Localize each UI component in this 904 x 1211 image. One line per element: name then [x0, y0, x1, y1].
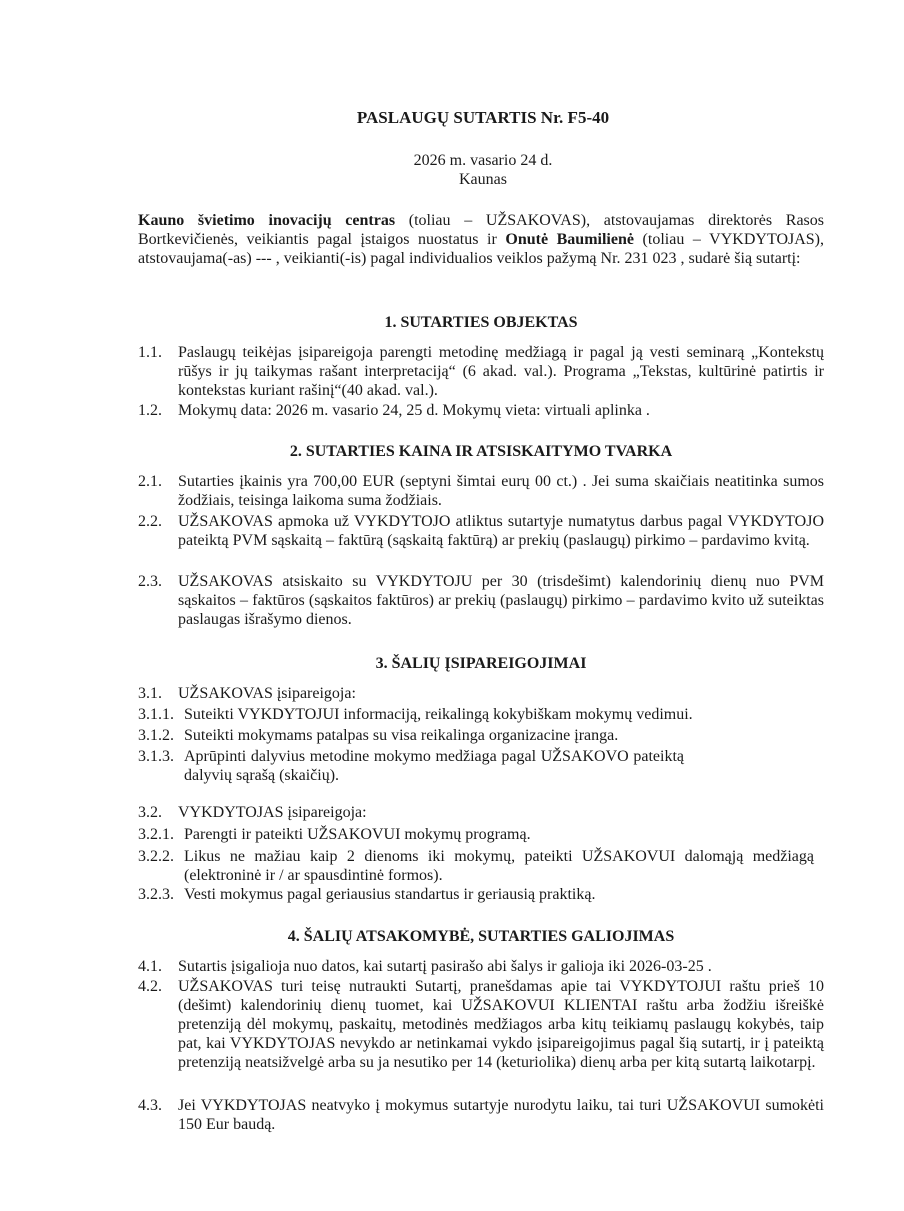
clause-4-3 [138, 1096, 824, 1134]
clause-number: 3.2.2. [138, 848, 174, 865]
clause-number: 2.1. [138, 473, 162, 490]
clause-text: Vesti mokymus pagal geriausius standartus ir geriausią praktiką. [184, 886, 596, 903]
clause-3-1-1 [138, 705, 824, 724]
clause-2-2 [138, 512, 824, 550]
clause-text: Paslaugų teikėjas įsipareigoja parengti metodinę medžiagą ir pagal ją vesti seminarą „Kontekstų rūšys ir jų taikymas rašant interpretaciją“ (6 akad. val.). Programa „Tekstas, kultūrinė patirtis ir kontekstas kuriant rašinį“(40 akad. val.). [178, 344, 824, 399]
clause-number: 1.2. [138, 402, 162, 419]
section-heading-2: 2. SUTARTIES KAINA IR ATSISKAITYMO TVARKA [289, 443, 673, 460]
clause-text: Likus ne mažiau kaip 2 dienoms iki mokymų, pateikti UŽSAKOVUI dalomąją medžiagą (elektroninė ir / ar spausdintinė formos). [184, 848, 814, 884]
clause-text: Suteikti mokymams patalpas su visa reikalinga organizacine įranga. [184, 727, 619, 744]
clause-text: Suteikti VYKDYTOJUI informaciją, reikalingą kokybiškam mokymų vedimui. [184, 706, 693, 723]
clause-1-1 [138, 343, 824, 400]
contract-title: PASLAUGŲ SUTARTIS Nr. F5-40 [356, 108, 610, 127]
clause-number: 4.3. [138, 1097, 162, 1114]
clause-number: 1.1. [138, 344, 162, 361]
clause-1-2 [138, 401, 824, 420]
clause-text: Parengti ir pateikti UŽSAKOVUI mokymų programą. [184, 826, 531, 843]
clause-3-1 [138, 684, 824, 703]
clause-2-1 [138, 472, 824, 510]
clause-text: UŽSAKOVAS apmoka už VYKDYTOJO atliktus sutartyje numatytus darbus pagal VYKDYTOJO pateiktą PVM sąskaitą – faktūrą (sąskaitą faktūrą) ar prekių (paslaugų) pirkimo – pardavimo kvitą. [178, 513, 824, 549]
clause-number: 2.2. [138, 513, 162, 530]
clause-number: 4.2. [138, 978, 162, 995]
clause-3-2-3 [138, 885, 824, 904]
clause-4-2 [138, 977, 824, 1072]
intro-paragraph [138, 211, 824, 268]
intro-part1: (toliau – UŽSAKOVAS), atstovaujamas direktorės Rasos Bortkevičienės, veikiantis pagal įstaigos nuostatus ir [138, 212, 824, 248]
clause-text: Jei VYKDYTOJAS neatvyko į mokymus sutartyje nurodytu laiku, tai turi UŽSAKOVUI sumokėti 150 Eur baudą. [178, 1097, 824, 1133]
clause-text: UŽSAKOVAS atsiskaito su VYKDYTOJU per 30 (trisdešimt) kalendorinių dienų nuo PVM sąskaitos – faktūros (sąskaitos faktūros) ar prekių (paslaugų) pirkimo – pardavimo kvito už suteiktas paslaugas išrašymo dienos. [178, 573, 824, 628]
clause-text: VYKDYTOJAS įsipareigoja: [178, 804, 367, 821]
clause-text: Sutartis įsigalioja nuo datos, kai sutartį pasirašo abi šalys ir galioja iki 2026-03-25 . [178, 958, 712, 975]
party1-name: Kauno švietimo inovacijų centras [138, 212, 396, 229]
clause-text: Aprūpinti dalyvius metodine mokymo medžiaga pagal UŽSAKOVO pateiktą dalyvių sąrašą (skaičių). [184, 748, 684, 784]
clause-3-2-1 [138, 825, 824, 844]
clause-number: 3.2.3. [138, 886, 174, 903]
section-heading-1: 1. SUTARTIES OBJEKTAS [384, 314, 578, 331]
clause-number: 2.3. [138, 573, 162, 590]
contract-date: 2026 m. vasario 24 d. [413, 152, 553, 169]
clause-text: UŽSAKOVAS turi teisę nutraukti Sutartį, pranešdamas apie tai VYKDYTOJUI raštu prieš 10 (dešimt) kalendorinių dienų tuomet, kai UŽSAKOVUI KLIENTAI raštu arba žodžiu išreiškė pretenziją dėl mokymų, paskaitų, metodinės medžiagos arba kitų teikiamų paslaugų kokybės, taip pat, kai VYKDYTOJAS nevykdo ar netinkamai vykdo įsipareigojimus pagal šią sutartį, ir į pateiktą pretenziją neatsižvelgė arba su ja nesutiko per 14 (keturiolika) dienų arba per kitą sutartą laikotarpį. [178, 978, 824, 1071]
intro-part2: (toliau – VYKDYTOJAS), atstovaujama(-as) --- , veikianti(-is) pagal individualios veiklos pažymą Nr. 231 023 , sudarė šią sutartį: [138, 231, 825, 267]
clause-number: 3.1.3. [138, 748, 174, 765]
clause-2-3 [138, 572, 824, 629]
clause-number: 3.1. [138, 685, 162, 702]
clause-text: Mokymų data: 2026 m. vasario 24, 25 d. Mokymų vieta: virtuali aplinka . [178, 402, 650, 419]
contract-city: Kaunas [459, 171, 507, 188]
section-heading-3: 3. ŠALIŲ ĮSIPAREIGOJIMAI [375, 655, 587, 672]
party2-name: Onutė Baumilienė [505, 231, 634, 248]
clause-text: UŽSAKOVAS įsipareigoja: [178, 685, 356, 702]
clause-3-2 [138, 803, 824, 822]
clause-3-1-2 [138, 726, 824, 745]
clause-number: 4.1. [138, 958, 162, 975]
clause-text: Sutarties įkainis yra 700,00 EUR (septyni šimtai eurų 00 ct.) . Jei suma skaičiais neatitinka sumos žodžiais, teisinga laikoma suma žodžiais. [178, 473, 824, 509]
clause-number: 3.2. [138, 804, 162, 821]
clause-3-1-3 [138, 747, 824, 785]
clause-4-1 [138, 957, 824, 976]
clause-number: 3.2.1. [138, 826, 174, 843]
section-heading-4: 4. ŠALIŲ ATSAKOMYBĖ, SUTARTIES GALIOJIMAS [287, 928, 675, 945]
clause-3-2-2 [138, 847, 824, 885]
clause-number: 3.1.1. [138, 706, 174, 723]
clause-number: 3.1.2. [138, 727, 174, 744]
